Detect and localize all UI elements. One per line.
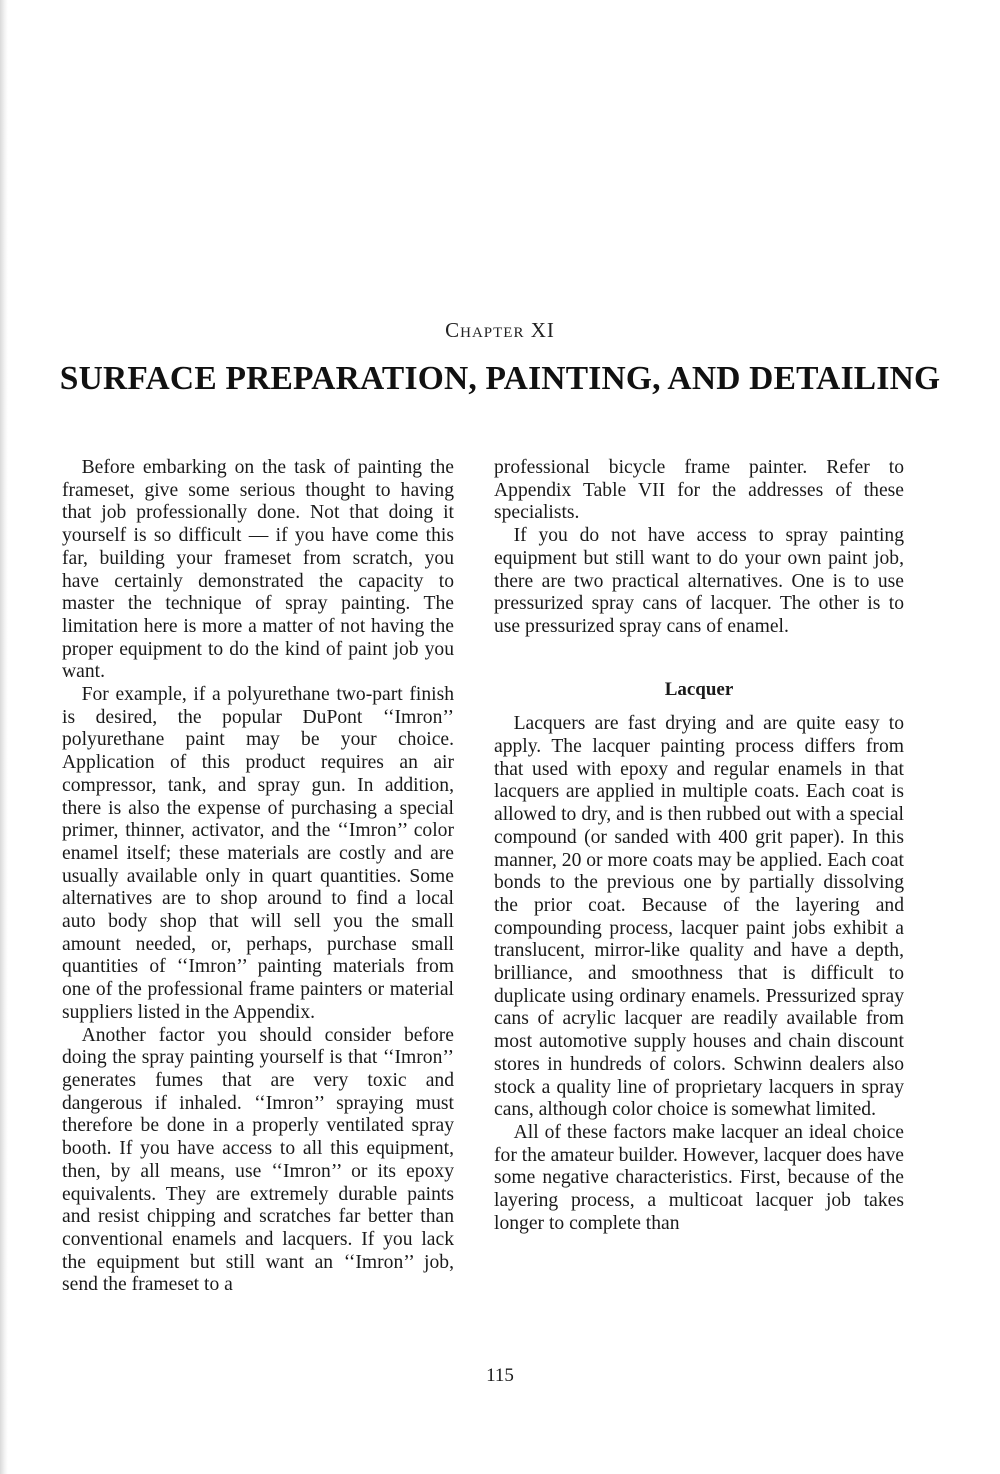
body-paragraph: Before embarking on the task of painting the frameset, give some serious thought to having that job professionally done. Not that doing it yourself is so difficult — if you have come this far, building your frameset from scratch, you have certainly demonstrated the capacity to master the technique of spray painting. The limitation here is more a matter of not having the proper equipment to do the kind of paint job you want. (62, 457, 454, 683)
body-paragraph: If you do not have access to spray painting equipment but still want to do your own paint job, there are two practical alternatives. One is to use pressurized spray cans of lacquer. The other is to use pressurized spray cans of enamel. (494, 525, 904, 637)
body-paragraph-continuation: professional bicycle frame painter. Refer to Appendix Table VII for the addresses of these specialists. (494, 457, 904, 524)
body-paragraph: All of these factors make lacquer an ideal choice for the amateur builder. However, lacquer does have some negative characteristics. First, because of the layering process, a multicoat lacquer job takes longer to complete than (494, 1121, 904, 1234)
right-column (494, 457, 904, 1236)
page-edge-shadow (0, 0, 8, 1474)
body-paragraph: For example, if a polyurethane two-part finish is desired, the popular DuPont ‘‘Imron’’ polyurethane paint may be your choice. Application of this product requires an air compressor, tank, and spray gun. In addition, there is also the expense of purchasing a special primer, thinner, activator, and the ‘‘Imron’’ color enamel itself; these materials are costly and are usually available only in quart quantities. Some alternatives are to shop around to find a local auto body shop that will sell you the small amount needed, or, perhaps, purchase small quantities of ‘‘Imron’’ painting materials from one of the professional frame painters or material suppliers listed in the Appendix. (62, 684, 454, 1023)
chapter-label: Chapter XI (445, 318, 555, 342)
chapter-title: SURFACE PREPARATION, PAINTING, AND DETAILING (59, 360, 941, 397)
section-heading: Lacquer (664, 678, 734, 700)
body-paragraph: Lacquers are fast drying and are quite easy to apply. The lacquer painting process differs from that used with epoxy and regular enamels in that lacquers are applied in multiple coats. Each coat is allowed to dry, and is then rubbed out with a special compound (or sanded with 400 grit paper). In this manner, 20 or more coats may be applied. Each coat bonds to the previous one by partially dissolving the prior coat. Because of the layering and compounding process, lacquer paint jobs exhibit a translucent, mirror-like quality and have a depth, brilliance, and smoothness that is difficult to duplicate using ordinary enamels. Pressurized spray cans of acrylic lacquer are readily available from most automotive supply houses and chain discount stores in hundreds of colors. Schwinn dealers also stock a quality line of proprietary lacquers in spray cans, although color choice is somewhat limited. (494, 713, 904, 1121)
body-paragraph: Another factor you should consider before doing the spray painting yourself is that ‘‘Imron’’ generates fumes that are very toxic and dangerous if inhaled. ‘‘Imron’’ spraying must therefore be done in a properly ventilated spray booth. If you have access to all this equipment, then, by all means, use ‘‘Imron’’ or its epoxy equivalents. They are extremely durable paints and resist chipping and scratches far better than conventional enamels and lacquers. If you lack the equipment but still want an ‘‘Imron’’ job, send the frameset to a (62, 1024, 454, 1296)
page-number: 115 (486, 1365, 514, 1386)
left-column (62, 457, 454, 1297)
